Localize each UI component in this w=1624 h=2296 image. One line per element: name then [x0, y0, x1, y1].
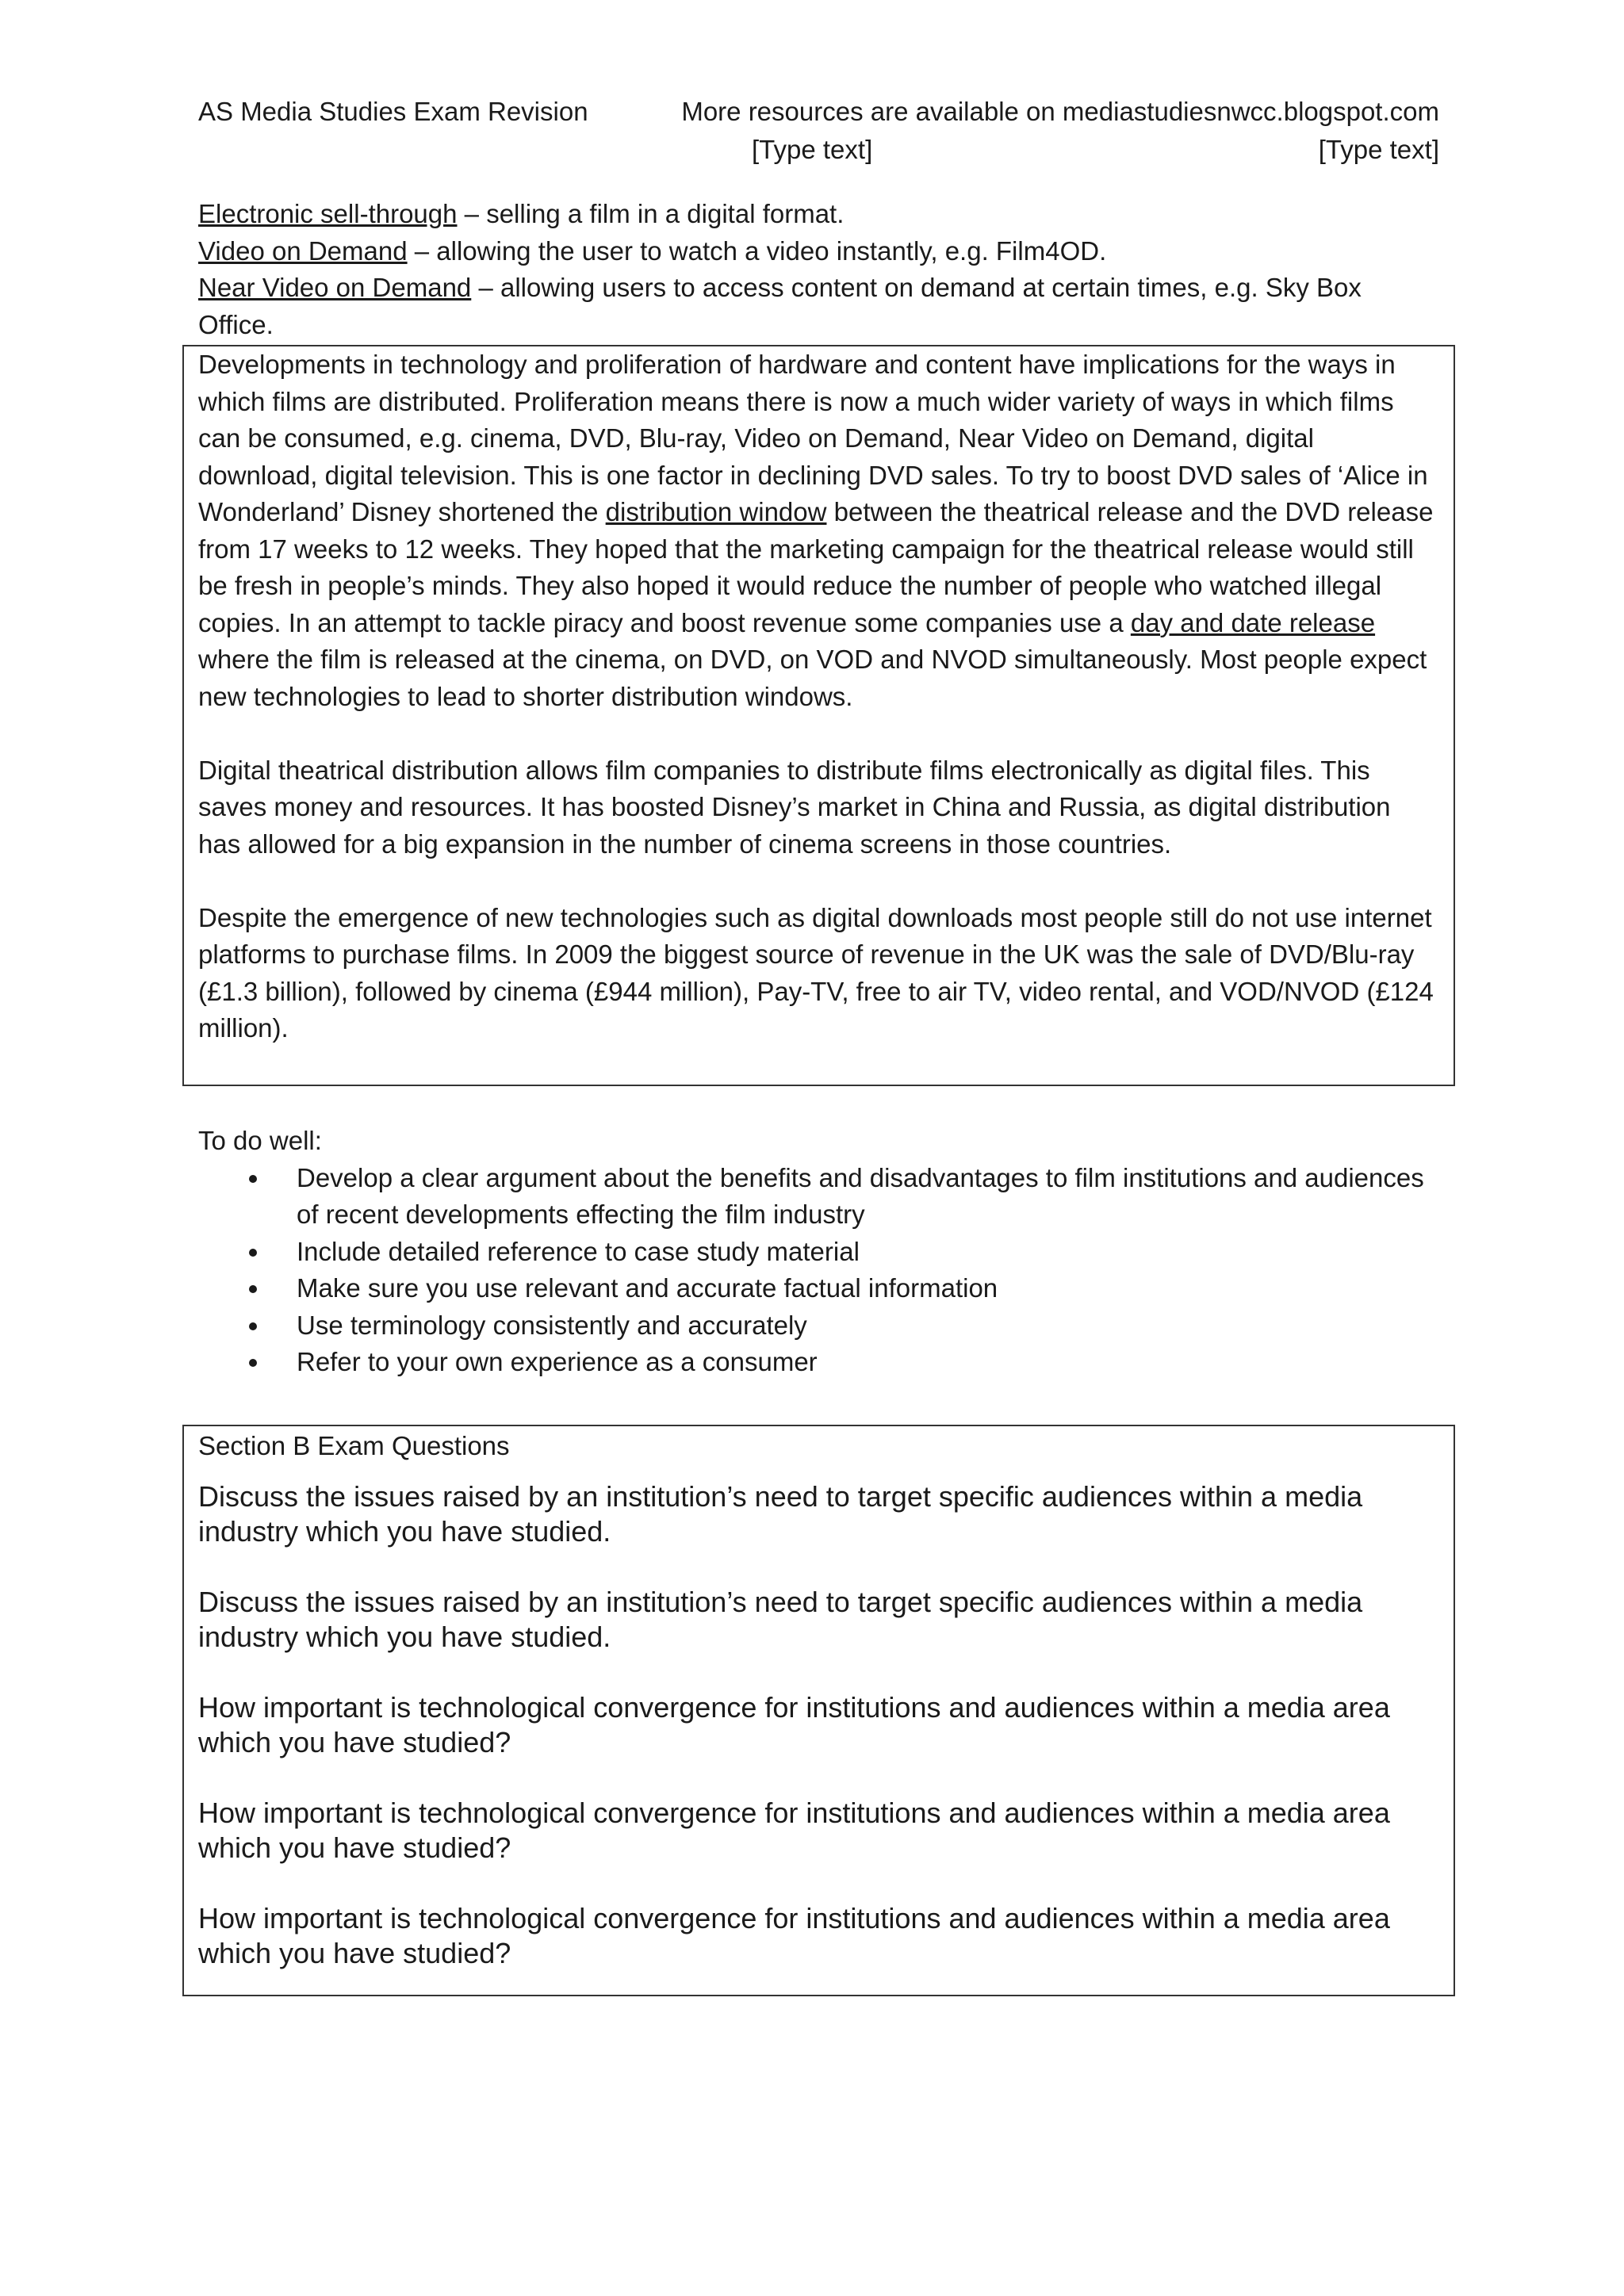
bullet-icon: [249, 1285, 257, 1293]
header-placeholder-right[interactable]: [Type text]: [1318, 135, 1439, 164]
header-placeholder-center[interactable]: [Type text]: [752, 135, 873, 164]
definition-text: – selling a film in a digital format.: [457, 199, 845, 228]
bullet-icon: [249, 1175, 257, 1183]
to-do-well-section: [198, 1123, 1443, 1381]
distribution-info-box: [182, 345, 1455, 1086]
definition-text: – allowing users to access content on demand at certain times, e.g. Sky Box Office.: [198, 273, 1362, 339]
list-item: [198, 1270, 1443, 1307]
bullet-icon: [249, 1359, 257, 1367]
header-left-text: AS Media Studies Exam Revision: [198, 97, 588, 126]
list-item: [198, 1160, 1443, 1234]
list-item: [198, 1307, 1443, 1345]
box1-paragraph-2: Digital theatrical distribution allows film companies to distribute films electronically as digital files. This saves money and resources. It has boosted Disney’s market in China and Russia, as digital distribution has allowed for a big expansion in the number of cinema screens in those countries.: [198, 755, 1391, 859]
box1-paragraph-3: Despite the emergence of new technologies such as digital downloads most people still do not use internet platforms to purchase films. In 2009 the biggest source of revenue in the UK was the sale of DVD/Blu-ray (£1.3 billion), followed by cinema (£944 million), Pay-TV, free to air TV, video rental, and VOD/NVOD (£124 million).: [198, 902, 1434, 1043]
definition-term: Electronic sell-through: [198, 199, 458, 228]
bullet-icon: [249, 1249, 257, 1257]
exam-questions-box: [182, 1425, 1455, 1996]
exam-question: How important is technological convergence for institutions and audiences within a media area which you have studied?: [198, 1796, 1390, 1864]
definition-term: Near Video on Demand: [198, 273, 472, 302]
term-distribution-window: distribution window: [605, 497, 827, 526]
definition-term: Video on Demand: [198, 235, 408, 266]
box1-p1-text-c: where the film is released at the cinema, on DVD, on VOD and NVOD simultaneously. Most people expect new technologies to lead to shorter distribution windows.: [198, 645, 1427, 711]
page-header: [198, 94, 1439, 131]
definition-item: [198, 196, 1443, 233]
exam-question: How important is technological convergence for institutions and audiences within a media area which you have studied?: [198, 1901, 1390, 1969]
exam-question: Discuss the issues raised by an institution’s need to target specific audiences within a media industry which you have studied.: [198, 1585, 1363, 1653]
definition-item: [198, 233, 1443, 270]
list-item-text: Include detailed reference to case study material: [297, 1236, 860, 1266]
header-right-text: More resources are available on mediastudiesnwcc.blogspot.com: [681, 97, 1439, 126]
box1-paragraph-1: [198, 346, 1439, 715]
exam-questions-label: Section B Exam Questions: [198, 1431, 510, 1460]
bullet-icon: [249, 1322, 257, 1330]
exam-question: How important is technological convergence for institutions and audiences within a media area which you have studied?: [198, 1690, 1390, 1758]
header-placeholders: [198, 132, 1439, 168]
list-item: [198, 1234, 1443, 1271]
box1-p1-text-b: between the theatrical release and the DVD release from 17 weeks to 12 weeks. They hoped that the marketing campaign for the theatrical release would still be fresh in people’s minds. They also hoped it would reduce the number of people who watched illegal copies. In an attempt to tackle piracy and boost revenue some companies use a: [198, 497, 1434, 637]
definition-item: [198, 270, 1443, 343]
definitions-list: [198, 196, 1443, 343]
box1-p1-text-a: Developments in technology and proliferation of hardware and content have implications for the ways in which films are distributed. Proliferation means there is now a much wider variety of ways in which films can be consumed, e.g. cinema, DVD, Blu-ray, Video on Demand, Near Video on Demand, digital download, digital television. This is one factor in declining DVD sales. To try to boost DVD sales of ‘Alice in Wonderland’ Disney shortened the: [198, 350, 1428, 526]
list-item-text: Use terminology consistently and accurately: [297, 1310, 807, 1340]
list-item: [198, 1344, 1443, 1381]
list-item-text: Refer to your own experience as a consumer: [297, 1347, 818, 1376]
exam-question: Discuss the issues raised by an institution’s need to target specific audiences within a media industry which you have studied.: [198, 1479, 1363, 1548]
list-item-text: Make sure you use relevant and accurate factual information: [297, 1273, 998, 1303]
to-do-well-list: [198, 1160, 1443, 1381]
to-do-well-heading: To do well:: [198, 1126, 322, 1155]
definition-text: – allowing the user to watch a video instantly, e.g. Film4OD.: [407, 235, 1107, 266]
term-day-and-date-release: day and date release: [1130, 607, 1376, 637]
list-item-text: Develop a clear argument about the benefits and disadvantages to film institutions and audiences of recent developments effecting the film industry: [297, 1162, 1424, 1229]
